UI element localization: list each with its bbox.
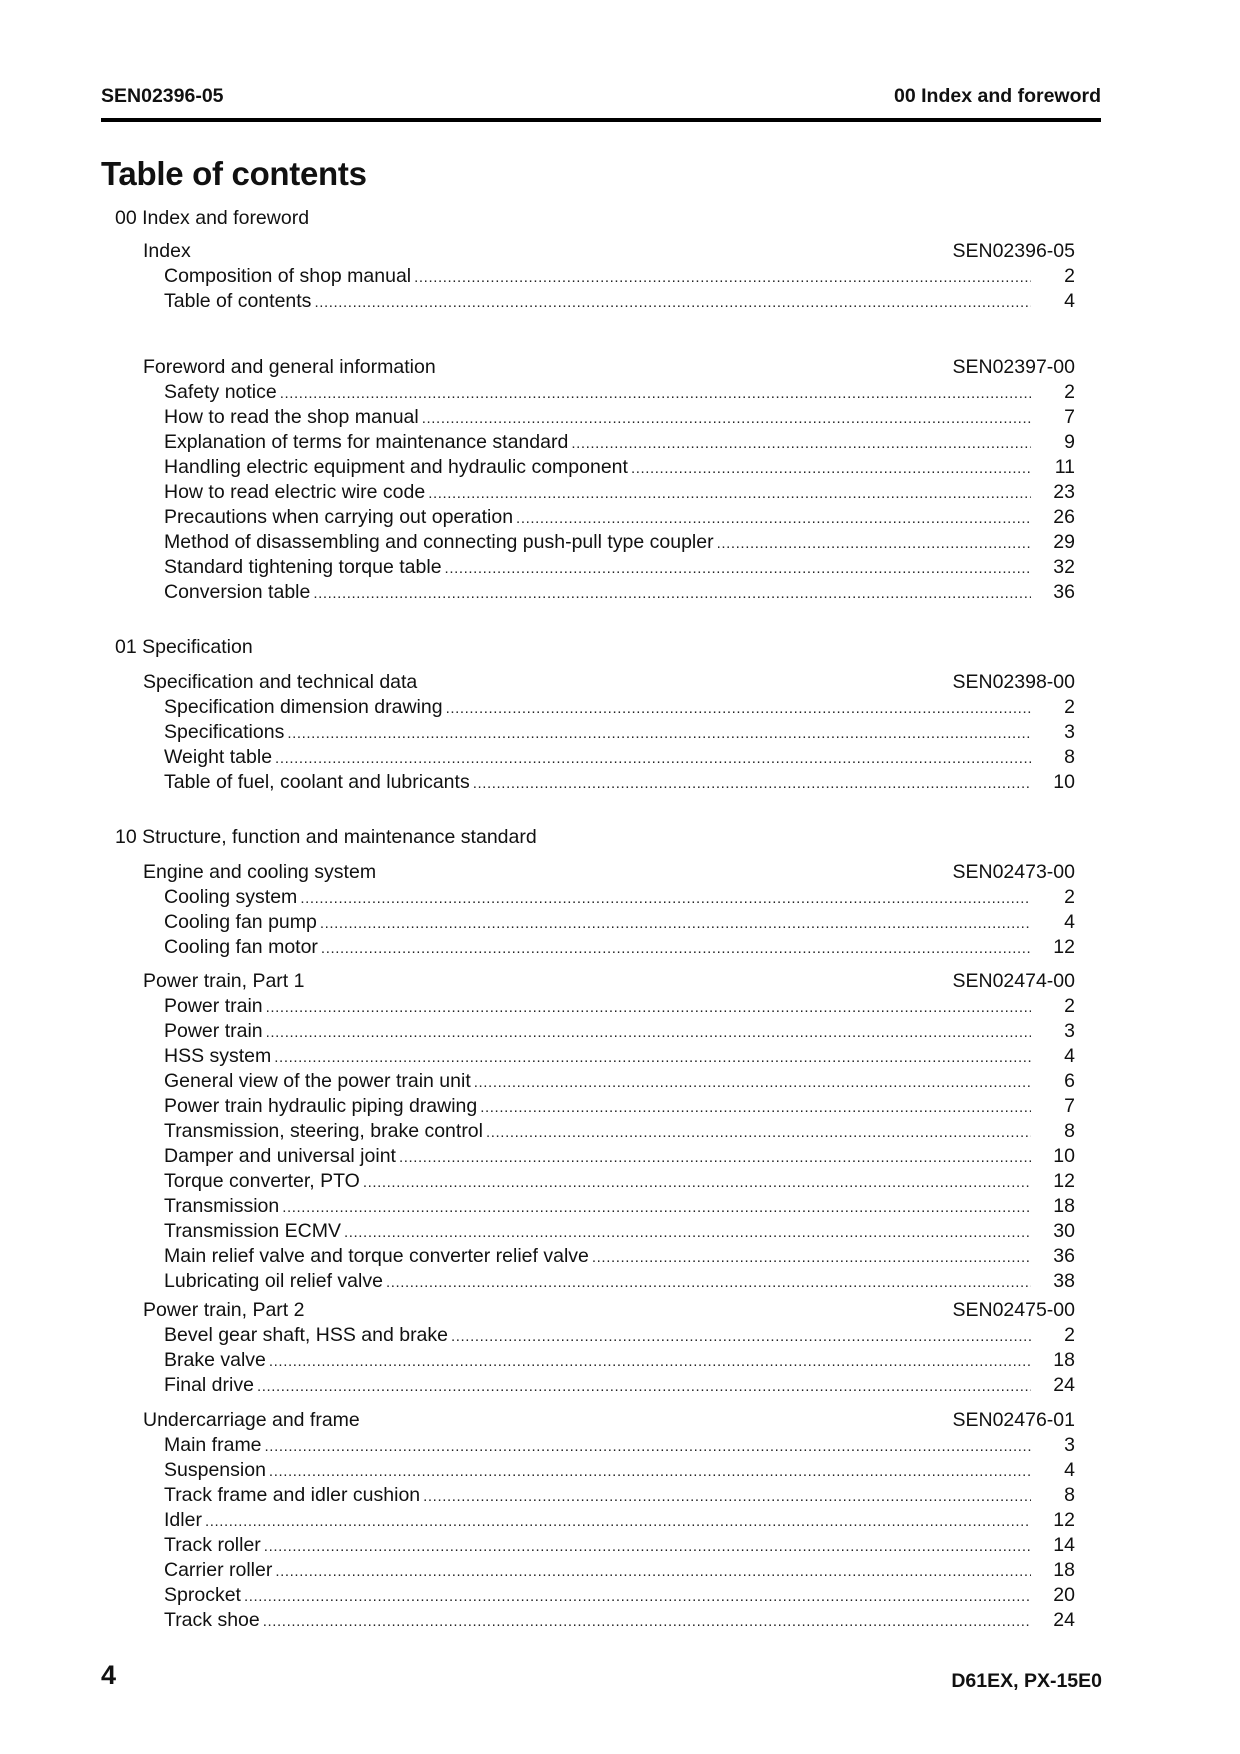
toc-entry-label: Cooling fan motor [164,936,318,958]
toc-entry-page: 23 [1053,481,1075,503]
header-doc-code: SEN02396-05 [101,85,224,107]
toc-entry-page: 3 [1064,1020,1075,1042]
toc-entry[interactable] [164,884,1075,910]
toc-entry-label: Torque converter, PTO [164,1170,360,1192]
toc-entry[interactable] [164,1607,1075,1633]
toc-entry[interactable] [164,719,1075,745]
toc-entry-label: Table of contents [164,290,312,312]
section-heading: 10 Structure, function and maintenance standard [115,826,537,848]
toc-entry[interactable] [164,1143,1075,1169]
toc-entry-page: 18 [1053,1559,1075,1581]
toc-entry[interactable] [164,1347,1075,1373]
toc-entry-page: 4 [1064,911,1075,933]
toc-entry[interactable] [164,1243,1075,1269]
toc-entry-label: Specifications [164,721,285,743]
toc-entry-label: Transmission ECMV [164,1220,341,1242]
toc-entry-label: Track frame and idler cushion [164,1484,421,1506]
dot-leader [257,1374,1031,1400]
document-title: Specification and technical data [143,671,418,693]
toc-entry-page: 36 [1053,1245,1075,1267]
document-code: SEN02474-00 [952,970,1075,992]
toc-entry[interactable] [164,379,1075,405]
toc-entry-page: 18 [1053,1349,1075,1371]
toc-entry-label: Cooling fan pump [164,911,317,933]
toc-entry-page: 6 [1064,1070,1075,1092]
toc-entry-label: Bevel gear shaft, HSS and brake [164,1324,448,1346]
document-heading [143,1297,1075,1323]
toc-entry-label: Method of disassembling and connecting push-pull type coupler [164,531,714,553]
toc-entry-page: 2 [1064,696,1075,718]
toc-entry[interactable] [164,404,1075,430]
toc-entry[interactable] [164,504,1075,530]
document-code: SEN02473-00 [952,861,1075,883]
toc-entry-page: 26 [1053,506,1075,528]
toc-entry-page: 18 [1053,1195,1075,1217]
toc-entry-page: 36 [1053,581,1075,603]
toc-entry-label: Weight table [164,746,273,768]
toc-entry-label: Brake valve [164,1349,266,1371]
toc-entry[interactable] [164,288,1075,314]
toc-entry-label: Lubricating oil relief valve [164,1270,383,1292]
dot-leader [313,581,1031,607]
toc-entry[interactable] [164,1118,1075,1144]
document-heading [143,1407,1075,1433]
toc-entry-label: Carrier roller [164,1559,273,1581]
toc-entry-label: Handling electric equipment and hydraulic component [164,456,628,478]
toc-entry[interactable] [164,1168,1075,1194]
toc-entry[interactable] [164,1193,1075,1219]
toc-entry-label: Conversion table [164,581,311,603]
dot-leader [314,290,1031,316]
toc-entry[interactable] [164,1507,1075,1533]
toc-entry[interactable] [164,1482,1075,1508]
toc-entry-page: 2 [1064,995,1075,1017]
toc-entry-label: Suspension [164,1459,266,1481]
toc-entry[interactable] [164,769,1075,795]
page-header [101,82,1101,122]
document-title: Power train, Part 1 [143,970,305,992]
section-heading: 01 Specification [115,636,253,658]
dot-leader [321,936,1031,962]
toc-entry-label: General view of the power train unit [164,1070,471,1092]
document-code: SEN02475-00 [952,1299,1075,1321]
toc-entry-label: Transmission [164,1195,280,1217]
toc-entry-page: 8 [1064,1484,1075,1506]
document-title: Power train, Part 2 [143,1299,305,1321]
toc-entry[interactable] [164,1457,1075,1483]
dot-leader [386,1270,1031,1296]
toc-entry-page: 2 [1064,886,1075,908]
toc-entry-page: 3 [1064,721,1075,743]
toc-entry-page: 12 [1053,1170,1075,1192]
toc-entry-label: Transmission, steering, brake control [164,1120,483,1142]
toc-entry-page: 12 [1053,1509,1075,1531]
toc-entry-label: Standard tightening torque table [164,556,442,578]
toc-entry-label: Main frame [164,1434,262,1456]
toc-entry-page: 2 [1064,381,1075,403]
toc-entry-page: 7 [1064,406,1075,428]
toc-entry[interactable] [164,1372,1075,1398]
toc-entry-page: 10 [1053,771,1075,793]
toc-entry[interactable] [164,529,1075,555]
toc-entry-page: 4 [1064,1459,1075,1481]
toc-entry[interactable] [164,1068,1075,1094]
section-heading: 00 Index and foreword [115,207,310,229]
document-code: SEN02398-00 [952,671,1075,693]
toc-entry-label: Precautions when carrying out operation [164,506,514,528]
toc-entry-page: 4 [1064,1045,1075,1067]
document-heading [143,859,1075,885]
page-title: Table of contents [101,155,367,192]
toc-entry-page: 12 [1053,936,1075,958]
toc-entry-page: 14 [1053,1534,1075,1556]
toc-entry-page: 3 [1064,1434,1075,1456]
toc-entry-label: Track shoe [164,1609,260,1631]
dot-leader [473,771,1031,797]
toc-entry[interactable] [164,554,1075,580]
toc-entry[interactable] [164,429,1075,455]
toc-entry[interactable] [164,479,1075,505]
header-section: 00 Index and foreword [894,85,1101,107]
toc-entry[interactable] [164,1532,1075,1558]
toc-entry-page: 9 [1064,431,1075,453]
toc-entry-label: How to read electric wire code [164,481,426,503]
toc-entry[interactable] [164,1557,1075,1583]
toc-entry-label: Sprocket [164,1584,241,1606]
toc-entry[interactable] [164,909,1075,935]
toc-entry-page: 24 [1053,1374,1075,1396]
toc-entry-page: 7 [1064,1095,1075,1117]
toc-entry-page: 8 [1064,746,1075,768]
document-code: SEN02396-05 [952,240,1075,262]
toc-entry-label: HSS system [164,1045,272,1067]
toc-entry-page: 24 [1053,1609,1075,1631]
toc-entry-page: 2 [1064,265,1075,287]
dot-leader [263,1609,1031,1635]
toc-entry-page: 11 [1054,456,1075,478]
toc-entry-page: 38 [1053,1270,1075,1292]
document-heading [143,238,1075,264]
toc-entry-label: Specification dimension drawing [164,696,443,718]
footer-model: D61EX, PX-15E0 [951,1670,1102,1692]
toc-entry-label: Power train [164,1020,263,1042]
toc-entry-page: 29 [1053,531,1075,553]
toc-entry[interactable] [164,454,1075,480]
toc-entry[interactable] [164,1043,1075,1069]
toc-entry[interactable] [164,1218,1075,1244]
toc-entry[interactable] [164,1018,1075,1044]
toc-entry-label: Table of fuel, coolant and lubricants [164,771,470,793]
toc-entry-page: 10 [1053,1145,1075,1167]
document-title: Foreword and general information [143,356,436,378]
toc-entry[interactable] [164,744,1075,770]
toc-entry-label: Composition of shop manual [164,265,412,287]
toc-entry[interactable] [164,1582,1075,1608]
toc-entry[interactable] [164,1432,1075,1458]
toc-entry[interactable] [164,934,1075,960]
document-code: SEN02476-01 [952,1409,1075,1431]
toc-entry[interactable] [164,694,1075,720]
toc-entry-label: Safety notice [164,381,277,403]
document-heading [143,354,1075,380]
toc-entry-label: Damper and universal joint [164,1145,396,1167]
toc-entry-page: 2 [1064,1324,1075,1346]
toc-entry-page: 20 [1053,1584,1075,1606]
toc-entry-label: Power train [164,995,263,1017]
document-code: SEN02397-00 [952,356,1075,378]
toc-entry[interactable] [164,993,1075,1019]
document-heading [143,669,1075,695]
document-title: Undercarriage and frame [143,1409,360,1431]
toc-entry-label: Idler [164,1509,202,1531]
toc-entry[interactable] [164,1322,1075,1348]
document-title: Engine and cooling system [143,861,377,883]
toc-entry-page: 8 [1064,1120,1075,1142]
toc-entry[interactable] [164,1268,1075,1294]
toc-entry-label: Final drive [164,1374,254,1396]
document-heading [143,968,1075,994]
toc-entry-label: Main relief valve and torque converter relief valve [164,1245,589,1267]
toc-entry-label: Explanation of terms for maintenance standard [164,431,569,453]
toc-entry-label: How to read the shop manual [164,406,419,428]
toc-entry-page: 30 [1053,1220,1075,1242]
toc-entry[interactable] [164,263,1075,289]
document-title: Index [143,240,191,262]
toc-entry-label: Power train hydraulic piping drawing [164,1095,478,1117]
toc-entry[interactable] [164,1093,1075,1119]
toc-entry-label: Track roller [164,1534,261,1556]
footer-page-number: 4 [101,1660,117,1690]
toc-entry-page: 4 [1064,290,1075,312]
toc-entry-label: Cooling system [164,886,298,908]
toc-entry-page: 32 [1053,556,1075,578]
toc-entry[interactable] [164,579,1075,605]
